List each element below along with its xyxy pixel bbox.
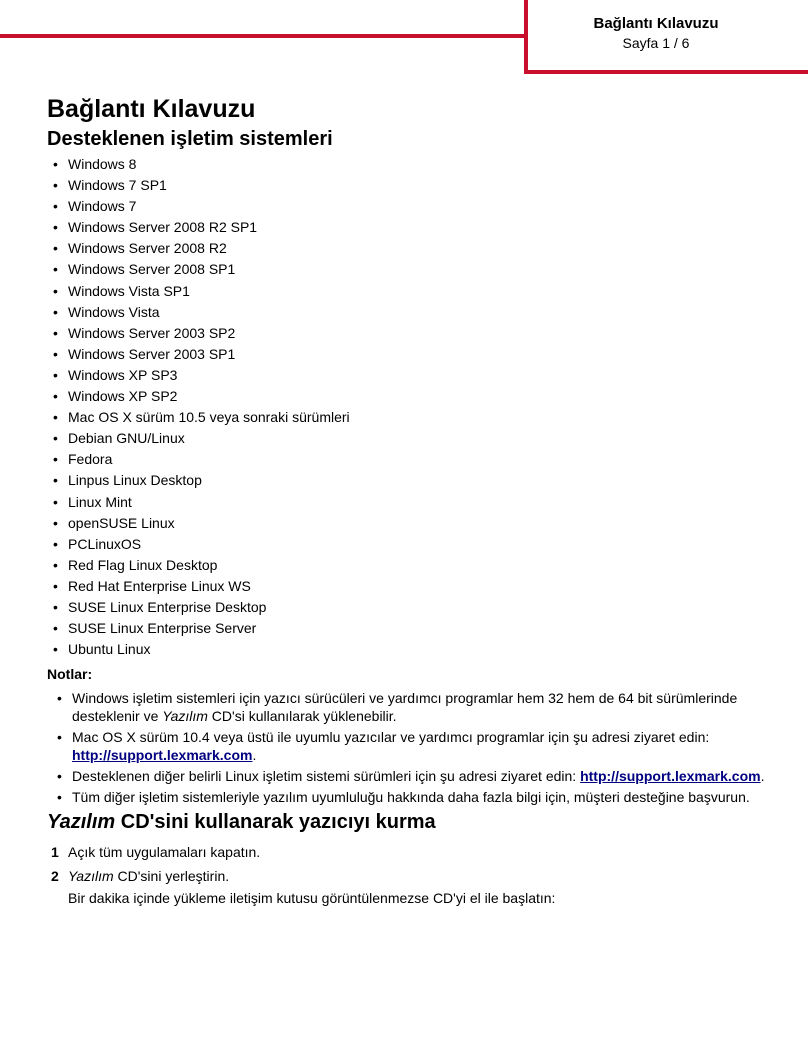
os-list-item: • Linux Mint	[47, 492, 777, 513]
header-title: Bağlantı Kılavuzu	[593, 15, 719, 32]
os-list-item: • Windows Server 2008 R2 SP1	[47, 217, 777, 238]
os-list-item: • Windows Vista SP1	[47, 281, 777, 302]
os-list-item: • Windows Server 2008 R2	[47, 238, 777, 259]
note-item: • Mac OS X sürüm 10.4 veya üstü ile uyumlu yazıcılar ve yardımcı programlar için şu adresi ziyaret edin: http://support.lexmark.com.	[47, 728, 777, 764]
step-note: Bir dakika içinde yükleme iletişim kutusu görüntülenmezse CD'yi el ile başlatın:	[68, 890, 556, 907]
os-list-item: • Windows XP SP3	[47, 365, 777, 386]
header-rule-bottom	[524, 70, 808, 74]
os-list-item: • Windows XP SP2	[47, 386, 777, 407]
document-body	[47, 92, 777, 907]
os-list-item: • Linpus Linux Desktop	[47, 470, 777, 491]
os-list-item: • SUSE Linux Enterprise Desktop	[47, 597, 777, 618]
os-list-item: • Windows 8	[47, 154, 777, 175]
os-list-item: • Red Hat Enterprise Linux WS	[47, 576, 777, 597]
os-list-item: • Fedora	[47, 449, 777, 470]
note-item: • Tüm diğer işletim sistemleriyle yazılım uyumluluğu hakkında daha fazla bilgi için, müşteri desteğine başvurun.	[47, 788, 777, 806]
note-item: • Desteklenen diğer belirli Linux işletim sistemi sürümleri için şu adresi ziyaret edin: http://support.lexmark.com.	[47, 767, 777, 785]
os-list-item: • Ubuntu Linux	[47, 639, 777, 660]
os-list-item: • Windows 7	[47, 196, 777, 217]
os-list-item: • SUSE Linux Enterprise Server	[47, 618, 777, 639]
install-steps	[47, 843, 777, 885]
install-heading: Yazılım CD'sini kullanarak yazıcıyı kurma	[47, 811, 436, 834]
os-list-item: • Windows Server 2003 SP2	[47, 323, 777, 344]
supported-os-heading: Desteklenen işletim sistemleri	[47, 128, 333, 150]
os-list-item: • Windows Server 2003 SP1	[47, 344, 777, 365]
notes-list	[47, 689, 777, 806]
support-link[interactable]: http://support.lexmark.com	[580, 768, 761, 785]
os-list-item: • Windows Vista	[47, 302, 777, 323]
os-list-item: • Mac OS X sürüm 10.5 veya sonraki sürümleri	[47, 407, 777, 428]
os-list-item: • Red Flag Linux Desktop	[47, 555, 777, 576]
os-list-item: • openSUSE Linux	[47, 513, 777, 534]
os-list-item: • Windows 7 SP1	[47, 175, 777, 196]
page-number: Sayfa 1 / 6	[622, 35, 690, 51]
step-item: 2 Yazılım CD'sini yerleştirin.	[51, 868, 230, 885]
step-item: 1 Açık tüm uygulamaları kapatın.	[51, 844, 261, 861]
os-list-item: • PCLinuxOS	[47, 534, 777, 555]
header-rule-horizontal	[0, 34, 528, 38]
notes-label: Notlar:	[47, 666, 93, 683]
supported-os-list	[47, 154, 777, 660]
support-link[interactable]: http://support.lexmark.com	[72, 747, 253, 764]
running-header	[528, 14, 784, 52]
os-list-item: • Windows Server 2008 SP1	[47, 259, 777, 280]
note-item: • Windows işletim sistemleri için yazıcı sürücüleri ve yardımcı programlar hem 32 hem de 64 bit sürümlerinde desteklenir ve Yazılım CD'si kullanılarak yüklenebilir.	[47, 689, 777, 725]
page-title: Bağlantı Kılavuzu	[47, 95, 256, 123]
os-list-item: • Debian GNU/Linux	[47, 428, 777, 449]
